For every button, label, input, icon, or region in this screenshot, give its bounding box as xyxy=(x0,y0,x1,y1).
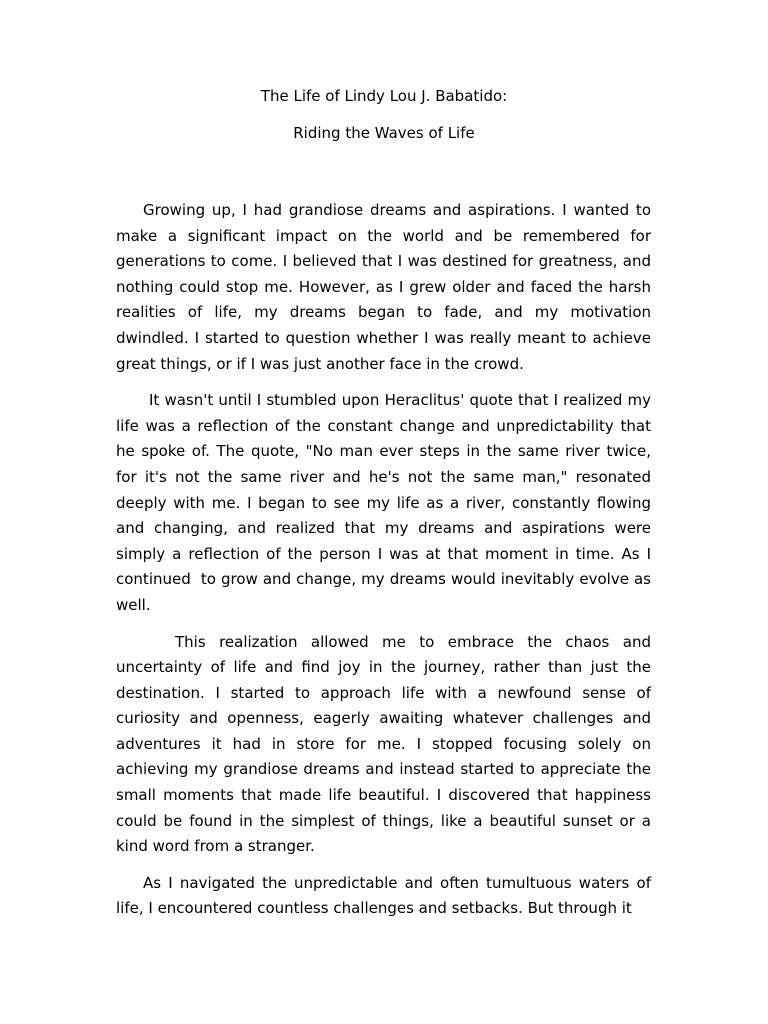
document-title: The Life of Lindy Lou J. Babatido: xyxy=(260,87,508,105)
body-paragraph: Growing up, I had grandiose dreams and aspirations. I wanted to make a significant impact on the world and be remembered for generations to come. I believed that I was destined for greatness, and nothing could stop me. However, as I grew older and faced the harsh realities of life, my dreams began to fade, and my motivation dwindled. I started to question whether I was really meant to achieve great things, or if I was just another face in the crowd. xyxy=(116,201,656,373)
document-subtitle: Riding the Waves of Life xyxy=(293,124,475,142)
body-paragraph: As I navigated the unpredictable and often tumultuous waters of life, I encountered countless challenges and setbacks. But through it xyxy=(116,873,656,918)
body-paragraph: This realization allowed me to embrace the chaos and uncertainty of life and find joy in the journey, rather than just the destination. I started to approach life with a newfound sense of curiosity and openness, eagerly awaiting whatever challenges and adventures it had in store for me. I stopped focusing solely on achieving my grandiose dreams and instead started to appreciate the small moments that made life beautiful. I discovered that happiness could be found in the simplest of things, like a beautiful sunset or a kind word from a stranger. xyxy=(116,632,656,856)
body-paragraph: It wasn't until I stumbled upon Heraclitus' quote that I realized my life was a reflection of the constant change and unpredictability that he spoke of. The quote, "No man ever steps in the same river twice, for it's not the same river and he's not the same man," resonated deeply with me. I began to see my life as a river, constantly flowing and changing, and realized that my dreams and aspirations were simply a reflection of the person I was at that moment in time. As I continued to grow and change, my dreams would inevitably evolve as well. xyxy=(116,391,656,614)
document-body xyxy=(116,198,656,933)
